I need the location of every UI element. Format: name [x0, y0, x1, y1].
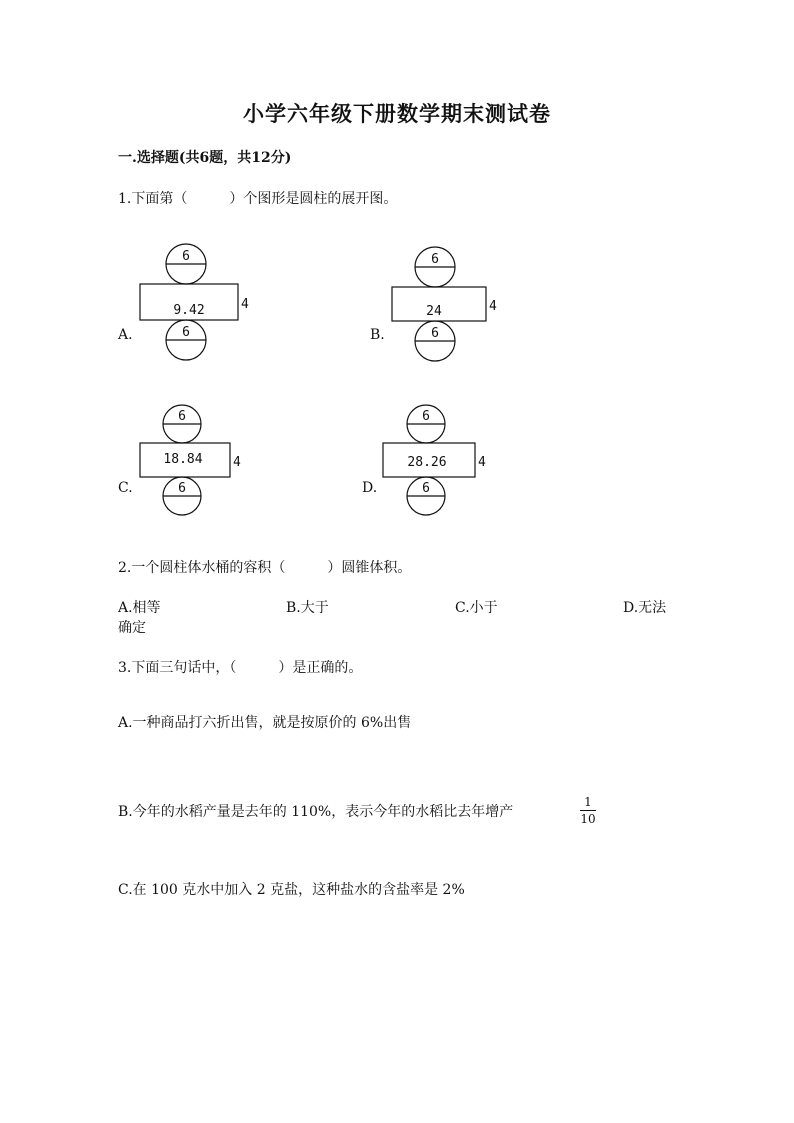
section-heading: 一.选择题(共6题，共12分) [118, 150, 292, 166]
top-circle-label: 6 [422, 409, 430, 424]
q2-option-b: B.大于 [286, 600, 329, 616]
rectangle-height-label: 4 [241, 297, 249, 312]
top-circle-label: 6 [431, 252, 439, 267]
q1-option-d-figure [381, 405, 501, 517]
bottom-circle-label: 6 [431, 326, 439, 341]
q1-option-c-figure [138, 405, 258, 517]
question-3-text: 3.下面三句话中，（ ）是正确的。 [118, 660, 363, 676]
q2-option-a: A.相等 [118, 600, 161, 616]
rectangle-length-label: 24 [426, 304, 442, 319]
question-2-text: 2.一个圆柱体水桶的容积（ ）圆锥体积。 [118, 560, 412, 576]
q1-option-c-label: C. [118, 480, 133, 496]
page-title: 小学六年级下册数学期末测试卷 [243, 101, 551, 126]
rectangle-length-label: 18.84 [163, 452, 203, 467]
top-circle-label: 6 [178, 409, 186, 424]
q2-option-c: C.小于 [455, 600, 498, 616]
q3-option-c: C.在 100 克水中加入 2 克盐，这种盐水的含盐率是 2% [118, 882, 465, 898]
rectangle-length-label: 9.42 [173, 303, 205, 318]
q1-option-a-figure [138, 244, 258, 360]
bottom-circle-label: 6 [178, 481, 186, 496]
question-1-text: 1.下面第（ ）个图形是圆柱的展开图。 [118, 191, 398, 207]
q3-option-b-fraction [580, 795, 596, 826]
q1-option-b-label: B. [370, 327, 385, 343]
q3-option-b: B.今年的水稻产量是去年的 110%，表示今年的水稻比去年增产 [118, 804, 514, 820]
fraction-denominator: 10 [580, 812, 596, 826]
bottom-circle-label: 6 [422, 481, 430, 496]
q1-option-b-figure [390, 247, 510, 363]
rectangle-height-label: 4 [233, 455, 241, 470]
fraction-bar [580, 810, 596, 811]
q2-option-d-wrap: 确定 [118, 620, 146, 636]
bottom-circle-label: 6 [182, 325, 190, 340]
top-circle-label: 6 [182, 249, 190, 264]
q1-option-d-label: D. [362, 480, 378, 496]
q1-option-a-label: A. [118, 327, 133, 343]
q2-option-d: D.无法 [623, 600, 667, 616]
rectangle-height-label: 4 [489, 299, 497, 314]
rectangle-length-label: 28.26 [407, 455, 447, 470]
rectangle-height-label: 4 [478, 455, 486, 470]
q3-option-a: A.一种商品打六折出售，就是按原价的 6%出售 [118, 715, 412, 731]
fraction-numerator: 1 [584, 795, 592, 809]
